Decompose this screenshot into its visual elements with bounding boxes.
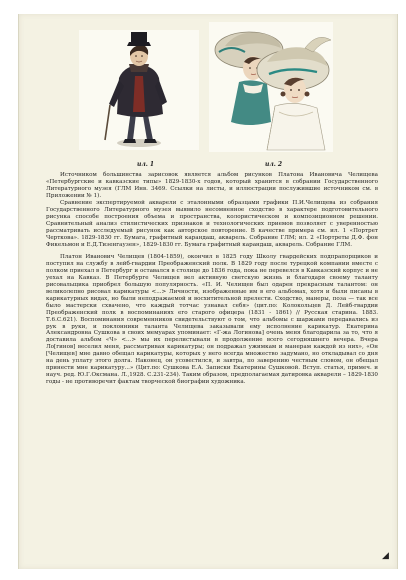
paragraph-source: Источником большинства зарисовок является альбом рисунков Платона Ивановича Челищева «Петербургские и кавказские типы» 1829-1830-х годов, который хранится в собрании Государственного Литературного музея (ГЛМ Инв. 3469. Ссылки на листы, и иллюстрации послужившие источником см. в Приложении № 1).: [46, 172, 378, 199]
paragraph-biography: Платон Иванович Челищев (1804-1859), окончил в 1825 году Школу гвардейских подпрапорщиков и поступил на службу в лейб-гвардии Преображенский полк. В 1829 году после турецкой компании вместе с полком приехал в Петербург и оставался в столице до 1836 года, пока не перевелся в Кавказский корпус и не уехал на Кавказ. В Петербурге Челищев вел активную светскую жизнь и благодаря своему таланту рисовальщика приобрел большую популярность. «П. И. Челищев был одарен прекрасным талантом: он великолепно рисовал карикатуры <...> Личности, изображенные им в его альбомах, хотя и были писаны в карикатурных видах, но были неподражаемой и восхитительной прелести. Сходство, манеры, поза — так все было мастерски схвачено, что каждый тотчас узнавал себя» (цит.по: Колокольцев Д. Лейб-гвардии Преображенский полк в воспоминаниях его старого офицера (1831 - 1861) // Русская старина. 1883. Т.6.С.621). Воспоминания современников свидетельствуют о том, что альбомы с шаржами передавались из рук в руки, и поклонники таланта Челищева заказывали ему исполнение карикатур. Екатерина Александровна Сушкова в своих мемуарах упоминает: «Г-жа Логинова] очень меня благодарила за то, что я доставила альбом «Ч» <...> мы их перелистывали в продолжение всего сегодняшнего вечера. Вчера Ло[гинов] веселил меня, рассматривая карикатуры; он подражал ужимкам и манерам каждой из них», «Он [Челищев] мне давно обещал карикатуры, которых у него всегда множество задумано, но откладывал со дня на день уплату этого долга. Наконец, он усовестился, и завтра, по заверению честным словом, он обещал принести мне карикатуру...» (Цит.по: Сушкова Е.А. Записки Екатерины Сушковой. Вступ. статья, примеч. и науч. ред. Ю.Г.Оксмана. Л.,1928. С.231-234). Таким образом, предполагаемая датировка акварели – 1829-1830 годы - не противоречит фактам творческой биографии художника.: [46, 254, 378, 385]
caricature-drawing-figure: [79, 30, 199, 150]
caption-figure-2: ил. 2: [265, 161, 283, 168]
illustration-portrait-chertkov: [79, 30, 199, 150]
caption-figure-1: ил. 1: [137, 161, 155, 168]
two-ladies-drawing: [209, 22, 333, 152]
paragraph-comparison: Сравнение экспертируемой акварели с эталонными образцами графики П.И.Челищева из собрания Государственного Литературного музея выявило несомненное сходство в характере подготовительного рисунка способе построения объема и пространства, колористическом и композиционном решении. Сравнительный анализ стилистических признаков и технологических приемов позволяет с уверенностью рассматривать исследуемый рисунок как авторское повторение. В качестве примера см. ил. 1 «Портрет Черткова». 1829-1830 гг. Бумага, графитный карандаш, акварель. Собрание ГЛМ; ил. 2 «Портреты Д.Ф. фон Фикельмон и Е.Д.Тизенгаузен», 1829-1830 гг. Бумага графитный карандаш, акварель. Собрание ГЛМ.: [46, 200, 378, 248]
document-page: [18, 14, 398, 569]
body-text: [46, 172, 378, 386]
illustration-portraits-ladies: [209, 22, 333, 152]
corner-stamp-icon: ◢: [382, 551, 389, 561]
